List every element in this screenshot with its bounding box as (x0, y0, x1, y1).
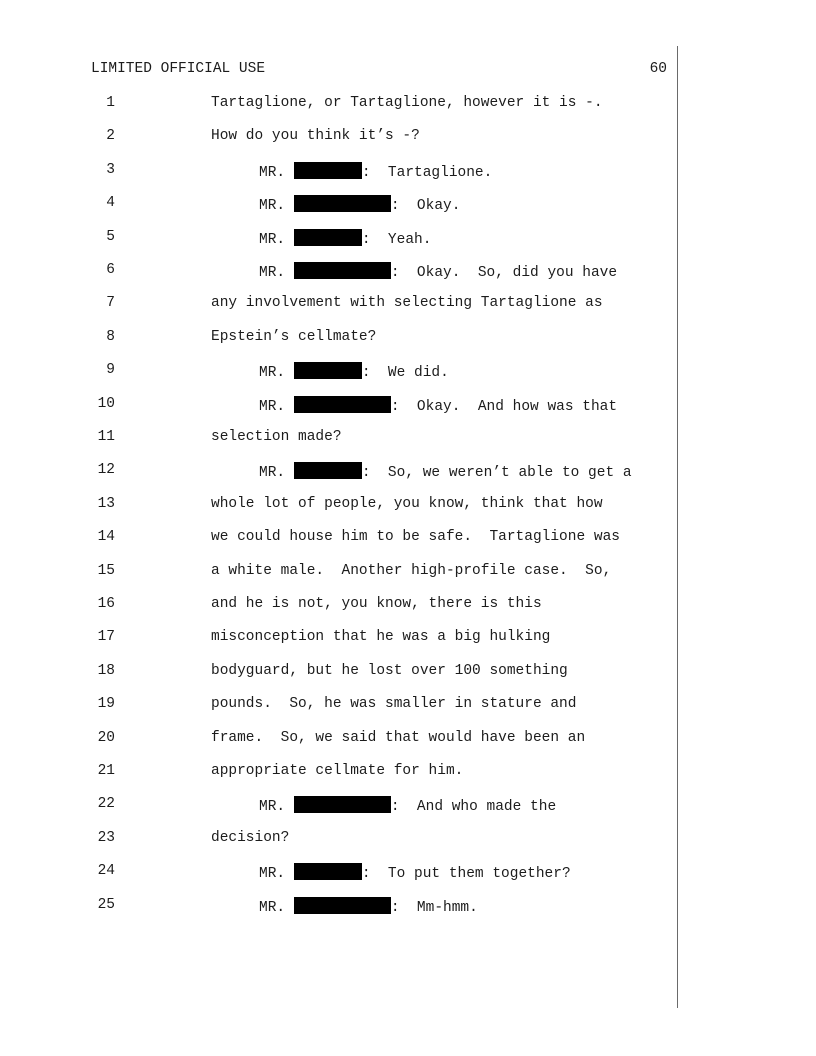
speaker-line (259, 462, 632, 481)
body-text: decision? (211, 830, 290, 846)
body-text: a white male. Another high-profile case. So, (211, 563, 612, 579)
speaker-text: : Okay. And how was that (390, 399, 618, 415)
line-number: 19 (97, 696, 115, 712)
line-number: 5 (106, 229, 115, 245)
line-number: 18 (97, 663, 115, 679)
line-number: 6 (106, 262, 115, 278)
transcript-line (0, 362, 680, 382)
body-text: How do you think it’s -? (211, 128, 420, 144)
body-text: frame. So, we said that would have been an (211, 730, 586, 746)
line-number: 2 (106, 128, 115, 144)
transcript-line (0, 563, 680, 583)
speaker-line (259, 229, 431, 248)
speaker-title: MR. (259, 465, 286, 481)
line-number: 12 (97, 462, 115, 478)
redaction-bar (294, 162, 362, 179)
transcript-line (0, 796, 680, 816)
line-number: 8 (106, 329, 115, 345)
transcript-line (0, 730, 680, 750)
speaker-line (259, 162, 492, 181)
page-number: 60 (649, 61, 667, 77)
speaker-text: : So, we weren’t able to get a (361, 465, 632, 481)
redaction-bar (294, 863, 362, 880)
speaker-line (259, 195, 460, 214)
body-text: we could house him to be safe. Tartaglione was (211, 529, 620, 545)
body-text: Tartaglione, or Tartaglione, however it is -. (211, 95, 603, 111)
line-number: 14 (97, 529, 115, 545)
transcript-line (0, 763, 680, 783)
speaker-text: : Okay. (390, 198, 461, 214)
body-text: bodyguard, but he lost over 100 something (211, 663, 568, 679)
transcript-line (0, 529, 680, 549)
line-number: 13 (97, 496, 115, 512)
body-text: pounds. So, he was smaller in stature and (211, 696, 577, 712)
transcript-line (0, 629, 680, 649)
line-number: 3 (106, 162, 115, 178)
line-number: 9 (106, 362, 115, 378)
transcript-line (0, 329, 680, 349)
transcript-line (0, 396, 680, 416)
body-text: and he is not, you know, there is this (211, 596, 542, 612)
transcript-line (0, 830, 680, 850)
line-number: 24 (97, 863, 115, 879)
redaction-bar (294, 229, 362, 246)
transcript-line (0, 128, 680, 148)
transcript-line (0, 95, 680, 115)
speaker-text: : And who made the (390, 799, 557, 815)
body-text: selection made? (211, 429, 342, 445)
speaker-title: MR. (259, 165, 286, 181)
speaker-text: : Tartaglione. (361, 165, 493, 181)
classification-header: LIMITED OFFICIAL USE (91, 61, 266, 77)
line-number: 21 (97, 763, 115, 779)
speaker-title: MR. (259, 866, 286, 882)
speaker-title: MR. (259, 900, 286, 916)
transcript-line (0, 696, 680, 716)
speaker-line (259, 897, 478, 916)
speaker-text: : Okay. So, did you have (390, 265, 618, 281)
line-number: 15 (97, 563, 115, 579)
line-number: 10 (97, 396, 115, 412)
transcript-line (0, 897, 680, 917)
body-text: whole lot of people, you know, think that how (211, 496, 603, 512)
redaction-bar (294, 396, 391, 413)
redaction-bar (294, 362, 362, 379)
transcript-line (0, 262, 680, 282)
body-text: misconception that he was a big hulking (211, 629, 551, 645)
redaction-bar (294, 796, 391, 813)
line-number: 22 (97, 796, 115, 812)
line-number: 17 (97, 629, 115, 645)
line-number: 23 (97, 830, 115, 846)
speaker-title: MR. (259, 198, 286, 214)
line-number: 4 (106, 195, 115, 211)
line-number: 25 (97, 897, 115, 913)
redaction-bar (294, 195, 391, 212)
redaction-bar (294, 262, 391, 279)
line-number: 1 (106, 95, 115, 111)
speaker-line (259, 796, 556, 815)
line-number: 16 (97, 596, 115, 612)
transcript-line (0, 863, 680, 883)
speaker-line (259, 362, 449, 381)
transcript-line (0, 295, 680, 315)
body-text: appropriate cellmate for him. (211, 763, 464, 779)
speaker-title: MR. (259, 399, 286, 415)
line-number: 7 (106, 295, 115, 311)
body-text: any involvement with selecting Tartaglione as (211, 295, 603, 311)
body-text: Epstein’s cellmate? (211, 329, 377, 345)
redaction-bar (294, 462, 362, 479)
transcript-line (0, 596, 680, 616)
speaker-text: : We did. (361, 365, 449, 381)
speaker-text: : To put them together? (361, 866, 571, 882)
speaker-line (259, 863, 571, 882)
transcript-line (0, 429, 680, 449)
redaction-bar (294, 897, 391, 914)
speaker-title: MR. (259, 232, 286, 248)
transcript-line (0, 162, 680, 182)
speaker-title: MR. (259, 799, 286, 815)
transcript-line (0, 195, 680, 215)
transcript-line (0, 229, 680, 249)
speaker-title: MR. (259, 265, 286, 281)
speaker-text: : Yeah. (361, 232, 432, 248)
speaker-text: : Mm-hmm. (390, 900, 478, 916)
transcript-line (0, 496, 680, 516)
speaker-title: MR. (259, 365, 286, 381)
transcript-line (0, 663, 680, 683)
speaker-line (259, 396, 617, 415)
line-number: 11 (97, 429, 115, 445)
line-number: 20 (97, 730, 115, 746)
speaker-line (259, 262, 617, 281)
transcript-line (0, 462, 680, 482)
